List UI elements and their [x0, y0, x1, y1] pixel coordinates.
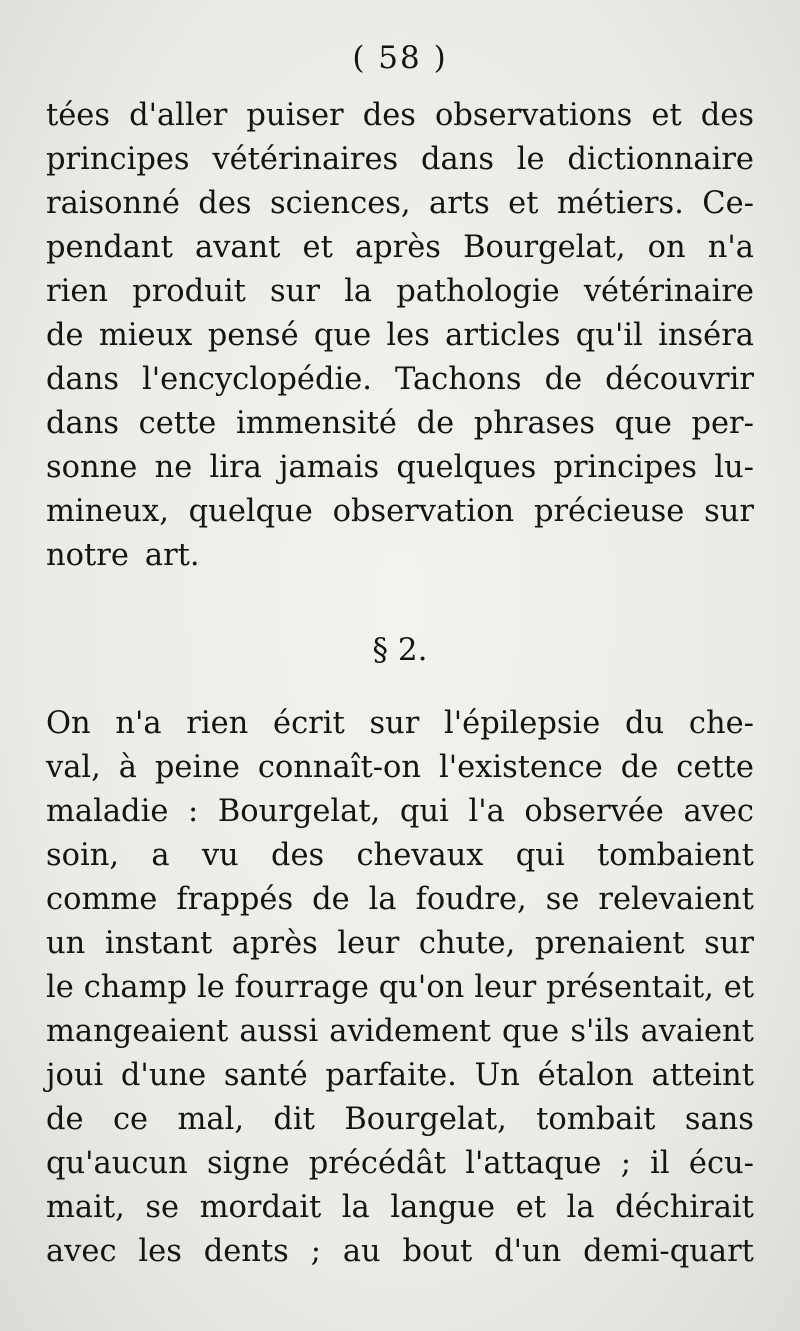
word: se: [145, 1190, 180, 1225]
word: qu'on: [378, 970, 465, 1005]
word: champ: [83, 970, 188, 1005]
word: aussi: [239, 1014, 319, 1049]
text-line: [46, 226, 754, 270]
word: dans: [420, 142, 494, 177]
word: pendant: [46, 230, 173, 265]
text-line: [46, 746, 754, 790]
text-line: [46, 966, 754, 1010]
word: atteint: [651, 1058, 754, 1093]
word: et: [515, 1190, 546, 1225]
word: mal,: [177, 1102, 245, 1137]
word: quelque: [188, 494, 313, 529]
word: chute,: [418, 926, 516, 961]
word: inséra: [658, 318, 754, 353]
word: Bourgelat,: [344, 1102, 507, 1137]
word: sciences,: [269, 186, 411, 221]
word: tées: [46, 98, 111, 133]
word: rien: [46, 274, 109, 309]
word: Un: [474, 1058, 520, 1093]
word: art.: [144, 538, 200, 573]
word: et: [723, 970, 754, 1005]
word: avaient: [640, 1014, 754, 1049]
word: Ce-: [702, 186, 754, 221]
word: che-: [688, 706, 754, 741]
word: sonne: [46, 450, 138, 485]
word: s'ils: [570, 1014, 630, 1049]
word: bout: [402, 1234, 473, 1269]
word: des: [362, 98, 416, 133]
word: leur: [474, 970, 537, 1005]
word: métiers.: [556, 186, 684, 221]
word: vétérinaire: [583, 274, 754, 309]
word: au: [342, 1234, 381, 1269]
word: précieuse: [533, 494, 685, 529]
word: se: [545, 882, 580, 917]
word: phrases: [473, 406, 596, 441]
word: On: [46, 706, 91, 741]
text-line: [46, 922, 754, 966]
word: l'attaque: [465, 1146, 602, 1181]
word: Bourgelat,: [463, 230, 626, 265]
word: ne: [154, 450, 193, 485]
word: fourrage: [234, 970, 369, 1005]
word: la: [341, 1190, 370, 1225]
word: frappés: [176, 882, 294, 917]
text-line: [46, 138, 754, 182]
word: connaît-on: [257, 750, 422, 785]
word: avant: [194, 230, 281, 265]
word: le: [196, 970, 225, 1005]
word: l'existence: [438, 750, 603, 785]
word: produit: [132, 274, 246, 309]
word: qui: [515, 838, 565, 873]
word: parfaite.: [325, 1058, 457, 1093]
word: maladie: [46, 794, 169, 829]
text-line: [46, 1142, 754, 1186]
text-line: [46, 446, 754, 490]
text-line: [46, 1098, 754, 1142]
word: immensité: [235, 406, 397, 441]
word: le: [46, 970, 74, 1005]
text-line: [46, 402, 754, 446]
word: avec: [46, 1234, 117, 1269]
word: vu: [201, 838, 239, 873]
word: tombaient: [596, 838, 754, 873]
word: principes: [46, 142, 190, 177]
word: il: [650, 1146, 670, 1181]
word: cette: [676, 750, 754, 785]
word: ce: [112, 1102, 149, 1137]
word: dictionnaire: [567, 142, 754, 177]
word: sur: [704, 926, 754, 961]
word: dans: [46, 406, 120, 441]
text-line: [46, 270, 754, 314]
paragraph-1: [46, 94, 754, 578]
word: déchirait: [615, 1190, 754, 1225]
word: mieux: [98, 318, 193, 353]
word: à: [118, 750, 137, 785]
word: qui: [399, 794, 449, 829]
word: pensé: [207, 318, 299, 353]
word: d'un: [494, 1234, 562, 1269]
word: écrit: [273, 706, 345, 741]
word: des: [198, 186, 252, 221]
word: après: [231, 926, 318, 961]
text-line: [46, 702, 754, 746]
word: de: [620, 750, 659, 785]
word: signe: [206, 1146, 290, 1181]
word: découvrir: [605, 362, 754, 397]
word: que: [502, 1014, 560, 1049]
word: demi-quart: [583, 1234, 754, 1269]
word: foudre,: [415, 882, 527, 917]
word: val,: [46, 750, 101, 785]
word: le: [516, 142, 545, 177]
word: relevaient: [598, 882, 754, 917]
word: dans: [46, 362, 120, 397]
word: chevaux: [356, 838, 484, 873]
word: mait,: [46, 1190, 125, 1225]
word: observations: [435, 98, 633, 133]
word: prenaient: [534, 926, 685, 961]
text-line: [46, 534, 754, 578]
word: comme: [46, 882, 158, 917]
word: Bourgelat,: [217, 794, 381, 829]
word: et: [651, 98, 682, 133]
word: de: [46, 1102, 84, 1137]
word: que: [614, 406, 672, 441]
word: la: [344, 274, 373, 309]
word: de: [416, 406, 455, 441]
word: puiser: [246, 98, 344, 133]
text-line: [46, 878, 754, 922]
word: les: [138, 1234, 182, 1269]
word: tombait: [536, 1102, 656, 1137]
word: raisonné: [46, 186, 180, 221]
word: lira: [209, 450, 262, 485]
word: de: [312, 882, 350, 917]
word: un: [46, 926, 86, 961]
text-line: [46, 1010, 754, 1054]
word: des: [700, 98, 754, 133]
word: principes: [553, 450, 698, 485]
word: instant: [104, 926, 213, 961]
word: per-: [691, 406, 754, 441]
word: présentait,: [546, 970, 714, 1005]
word: avidement: [329, 1014, 491, 1049]
word: mordait: [199, 1190, 322, 1225]
section-heading: § 2.: [372, 632, 428, 668]
text-line: [46, 182, 754, 226]
text-line: [46, 1186, 754, 1230]
text-line: [46, 314, 754, 358]
word: a: [151, 838, 170, 873]
word: de: [544, 362, 583, 397]
word: leur: [337, 926, 400, 961]
word: ;: [620, 1146, 631, 1181]
word: articles: [445, 318, 561, 353]
word: la: [566, 1190, 595, 1225]
word: après: [354, 230, 441, 265]
word: Tachons: [395, 362, 522, 397]
paragraph-2: [46, 702, 754, 1274]
word: mineux,: [46, 494, 169, 529]
word: d'aller: [129, 98, 228, 133]
word: qu'il: [575, 318, 643, 353]
word: du: [625, 706, 665, 741]
word: observation: [332, 494, 515, 529]
word: peine: [154, 750, 240, 785]
word: arts: [429, 186, 490, 221]
word: santé: [223, 1058, 308, 1093]
text-line: [46, 834, 754, 878]
word: rien: [186, 706, 249, 741]
word: que: [313, 318, 372, 353]
text-line: [46, 94, 754, 138]
word: la: [368, 882, 397, 917]
word: lu-: [714, 450, 754, 485]
word: dents: [203, 1234, 289, 1269]
word: sur: [704, 494, 754, 529]
word: langue: [390, 1190, 496, 1225]
word: qu'aucun: [46, 1146, 188, 1181]
word: soin,: [46, 838, 120, 873]
word: joui: [46, 1058, 104, 1093]
word: observée: [524, 794, 664, 829]
word: des: [270, 838, 325, 873]
word: précédât: [308, 1146, 447, 1181]
word: jamais: [279, 450, 380, 485]
word: cette: [138, 406, 217, 441]
word: on: [647, 230, 686, 265]
word: n'a: [707, 230, 754, 265]
word: et: [508, 186, 539, 221]
word: de: [46, 318, 84, 353]
word: vétérinaires: [212, 142, 399, 177]
word: les: [386, 318, 430, 353]
word: sur: [270, 274, 320, 309]
word: écu-: [688, 1146, 754, 1181]
word: :: [187, 794, 199, 829]
text-line: [46, 1054, 754, 1098]
word: l'épilepsie: [444, 706, 601, 741]
word: avec: [683, 794, 754, 829]
text-line: [46, 790, 754, 834]
page-number: ( 58 ): [352, 40, 448, 76]
word: quelques: [396, 450, 537, 485]
word: et: [302, 230, 333, 265]
word: pathologie: [396, 274, 560, 309]
text-line: [46, 490, 754, 534]
word: n'a: [115, 706, 162, 741]
text-line: [46, 1230, 754, 1274]
word: l'a: [468, 794, 505, 829]
word: sur: [369, 706, 420, 741]
word: l'encyclopédie.: [142, 362, 372, 397]
word: d'une: [120, 1058, 207, 1093]
word: notre: [46, 538, 129, 573]
word: dit: [273, 1102, 315, 1137]
word: ;: [310, 1234, 321, 1269]
word: mangeaient: [46, 1014, 229, 1049]
word: sans: [684, 1102, 754, 1137]
word: étalon: [537, 1058, 634, 1093]
text-line: [46, 358, 754, 402]
